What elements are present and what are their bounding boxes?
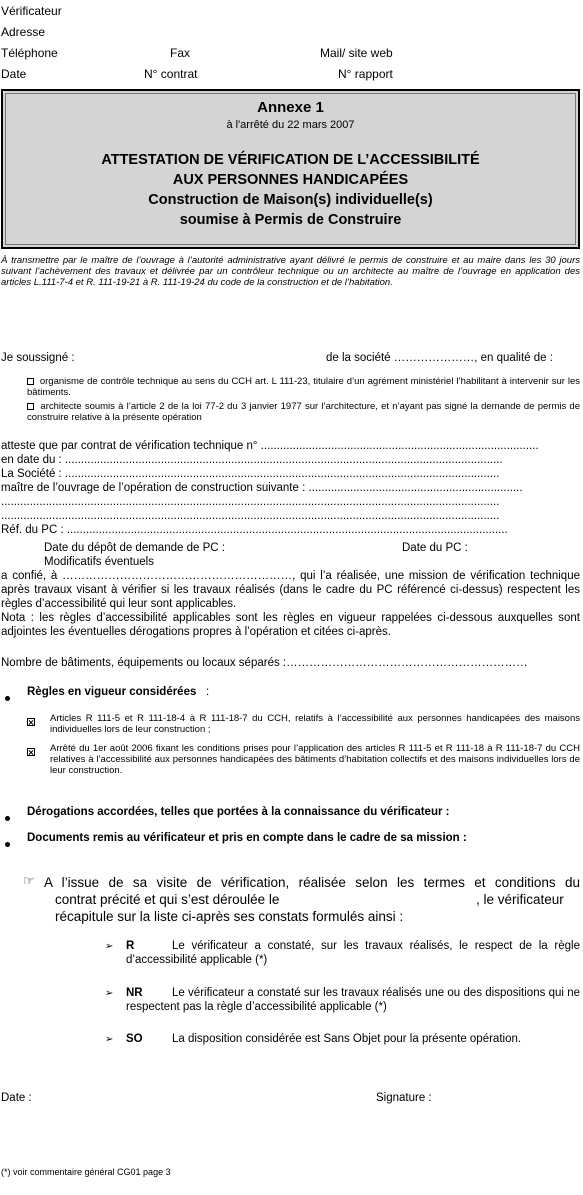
documents-label: Documents remis au vérificateur et pris en compte dans le cadre de sa mission :	[27, 832, 467, 844]
nombre-batiments-field[interactable]: Nombre de bâtiments, équipements ou locaux séparés :………………………………………………………	[1, 657, 528, 669]
societe-qualite-label: de la société …………………, en qualité de :	[326, 352, 553, 364]
pointing-hand-icon: ☞	[23, 873, 35, 888]
constat-code-nr: NR	[126, 987, 143, 999]
fields-block	[1, 439, 580, 537]
derogations-label: Dérogations accordées, telles que portées à la connaissance du vérificateur :	[27, 806, 450, 818]
contrat-label: N° contrat	[144, 67, 198, 81]
checkbox-checked-icon[interactable]	[27, 745, 35, 759]
doc-subtitle-line1: Construction de Maison(s) individuelle(s)	[148, 192, 433, 208]
telephone-label: Téléphone	[1, 46, 58, 60]
ref-pc-field[interactable]: Réf. du PC : ..........................................................................................................................................	[1, 524, 508, 536]
issue-line-1: A l’issue de sa visite de vérification, réalisée selon les termes et conditions du	[44, 875, 580, 890]
verificateur-label: Vérificateur	[1, 4, 62, 18]
arrow-icon: ➢	[105, 941, 114, 952]
doc-title-line1: ATTESTATION DE VÉRIFICATION DE L’ACCESSIBILITÉ	[101, 152, 480, 168]
checkbox-checked-icon[interactable]	[27, 715, 35, 729]
regle-item-2: Arrêté du 1er août 2006 fixant les conditions prises pour l’application des articles R 111-5 et R 111-18 à R 111-18-7 du CCH relatives à l’accessibilité aux personnes handicapées des bâtiments d’habitation collectifs et des maisons individuelles lors de leur construction.	[50, 743, 580, 776]
fax-label: Fax	[170, 46, 191, 60]
issue-line-2a: contrat précité et qui s’est déroulée le	[55, 892, 280, 907]
footer-signature-label: Signature :	[376, 1092, 432, 1104]
option-architecte: architecte soumis à l’article 2 de la loi 77-2 du 3 janvier 1977 sur l’architecture, et n’ayant pas signé la demande de permis de construire relative à la présente opération	[27, 401, 580, 423]
dots-line-1[interactable]: ............................................................................................................................................................	[1, 496, 500, 508]
doc-title-line2: AUX PERSONNES HANDICAPÉES	[172, 172, 409, 188]
mail-label: Mail/ site web	[320, 46, 393, 60]
footer-date-label: Date :	[1, 1092, 32, 1104]
nota-paragraph: Nota : les règles d’accessibilité applicables sont les règles en vigueur rappelées ci-dessous auxquelles sont adjointes les éventuelles dérogations propres à l’opération et citées ci-après.	[1, 612, 580, 638]
maitre-ouvrage-field[interactable]: maître de l’ouvrage de l’opération de construction suivante : ...................................................................	[1, 482, 523, 494]
checkbox-empty-icon[interactable]	[27, 378, 34, 385]
intro-text: À transmettre par le maître de l’ouvrage à l’autorité administrative ayant délivré le permis de construire et au maire dans les 30 jours suivant l’achèvement des travaux et délivrée par un contrôleur technique ou un architecte au maître de l’ouvrage en application des articles L.111-7-4 et R. 111-19-21 à R. 111-19-24 du code de la construction et de l’habitation.	[1, 255, 580, 288]
arrow-icon: ➢	[105, 1034, 114, 1045]
checkbox-empty-icon[interactable]	[27, 403, 34, 410]
bullet-icon	[5, 690, 10, 704]
option-controle: organisme de contrôle technique au sens du CCH art. L 111-23, titulaire d’un agrément ministériel l’habilitant à intervenir sur les bâtiments.	[27, 376, 581, 398]
societe-field[interactable]: La Société : ........................................................................................................................................	[1, 468, 500, 480]
annexe-title: Annexe 1	[257, 99, 324, 116]
constat-code-r: R	[126, 940, 135, 952]
date-pc-label: Date du PC :	[402, 542, 468, 554]
constat-code-so: SO	[126, 1033, 143, 1045]
regles-title: Règles en vigueur considérées :	[27, 686, 210, 698]
soussigne-label: Je soussigné :	[1, 352, 75, 364]
constat-text-nr: Le vérificateur a constaté sur les travaux réalisés une ou des dispositions qui ne respectent pas la règle d’accessibilité applicable (*)	[126, 987, 580, 1013]
constat-text-so: La disposition considérée est Sans Objet pour la présente opération.	[172, 1033, 522, 1045]
rapport-label: N° rapport	[338, 67, 393, 81]
date-label: Date	[1, 67, 27, 81]
dots-line-2[interactable]: ............................................................................................................................................................	[1, 510, 500, 522]
atteste-field[interactable]: atteste que par contrat de vérification technique n° .......................................................................................	[1, 440, 539, 452]
arrow-icon: ➢	[105, 988, 114, 999]
arrete-subtitle: à l'arrêté du 22 mars 2007	[226, 119, 355, 131]
constat-text-r: Le vérificateur a constaté, sur les travaux réalisés, le respect de la règle d’accessibilité applicable (*)	[126, 940, 580, 966]
regle-item-1: Articles R 111-5 et R 111-18-4 à R 111-18-7 du CCH, relatifs à l’accessibilité aux personnes handicapées des maisons individuelles lors de leur construction ;	[50, 713, 580, 735]
adresse-label: Adresse	[1, 25, 46, 39]
doc-subtitle-line2: soumise à Permis de Construire	[179, 212, 402, 228]
en-date-field[interactable]: en date du : .........................................................................................................................................	[1, 454, 503, 466]
date-depot-label: Date du dépôt de demande de PC :	[44, 542, 225, 554]
modificatifs-label: Modificatifs éventuels	[44, 556, 154, 568]
footnote: (*) voir commentaire général CG01 page 3	[1, 1167, 171, 1177]
issue-line-2b: , le vérificateur	[476, 892, 564, 907]
bullet-icon	[5, 836, 10, 850]
title-box	[1, 89, 580, 249]
confie-paragraph: a confié, à ……………………………………………………, qui l’a réalisée, une mission de vérification technique après travaux visant à vérifier si les travaux réalisés (dans le cadre du PC référencé ci-dessus) respectent les règles d’accessibilité qui leur sont applicables.	[1, 570, 580, 610]
bullet-icon	[5, 810, 10, 824]
issue-line-3: récapitule sur la liste ci-après ses constats formulés ainsi :	[55, 909, 404, 924]
